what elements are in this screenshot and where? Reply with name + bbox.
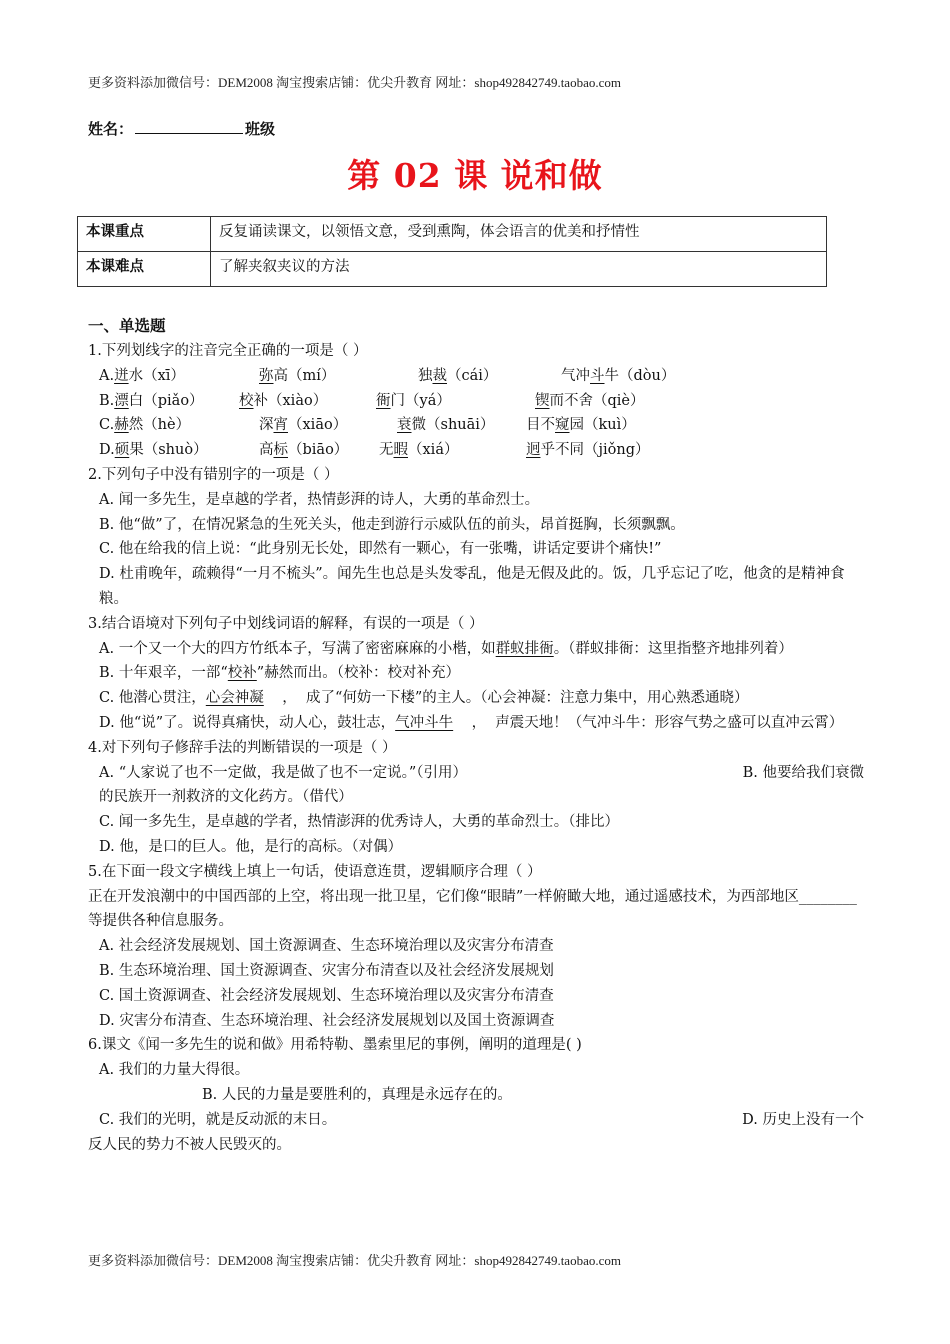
q6-stem: 6.课文《闻一多先生的说和做》用希特勒、墨索里尼的事例，阐明的道理是( ): [88, 1037, 582, 1054]
option-text: A. 一个又一个大的四方竹纸本子，写满了密密麻麻的小楷，如: [99, 640, 496, 657]
option-text: 。（群蚁排衙：这里指整齐地排列着）: [553, 640, 793, 657]
pinyin-text: 园（kuì）: [569, 417, 636, 434]
underlined-char: 赫: [114, 417, 129, 434]
option-text: ， 声震天地！（气冲斗牛：形容气势之盛可以直冲云霄）: [453, 714, 844, 731]
underlined-char: 锲: [535, 392, 550, 409]
q4-option-b-continued: 的民族开一剂救济的文化药方。（借代）: [99, 789, 353, 806]
difficulty-text: 了解夹叙夹议的方法: [211, 252, 827, 287]
q6-option-b: B. 人民的力量是要胜利的，真理是永远存在的。: [202, 1086, 512, 1103]
option-text: ”赫然而出。（校补：校对补充）: [256, 665, 460, 682]
focus-row-key: [78, 217, 827, 252]
lesson-title: 第 02 课 说和做: [347, 156, 603, 195]
option-text: ， 成了“何妨一下楼”的主人。（心会神凝：注意力集中，用心熟悉通晓）: [263, 690, 749, 707]
pinyin-text: 门（yá）: [390, 392, 451, 409]
q1-stem: 1.下列划线字的注音完全正确的一项是（ ）: [88, 343, 368, 359]
plain-char: 气冲: [561, 367, 590, 384]
q6-option-d: D. 历史上没有一个: [742, 1111, 864, 1128]
underlined-char: 迥: [526, 442, 541, 459]
q3-option-c: [88, 686, 864, 711]
pinyin-text: 然（hè）: [128, 417, 191, 434]
q3-stem: 3.结合语境对下列句子中划线词语的解释，有误的一项是（ ）: [88, 615, 484, 632]
pinyin-text: 果（shuò）: [129, 442, 208, 459]
option-text: B. 十年艰辛，一部“: [99, 665, 228, 682]
option-text: C. 他潜心贯注，: [99, 690, 206, 707]
key-label: 本课重点: [78, 217, 211, 252]
underlined-char: 暇: [393, 442, 408, 459]
q4-option-c: C. 闻一多先生，是卓越的学者，热情澎湃的优秀诗人，大勇的革命烈士。（排比）: [99, 814, 620, 831]
underlined-phrase: 校补: [227, 665, 257, 682]
q6-option-d-continued: 反人民的势力不被人民毁灭的。: [88, 1136, 291, 1153]
q2-stem: 2.下列句子中没有错别字的一项是（ ）: [88, 466, 339, 483]
q2-option-d: D. 杜甫晚年，疏赖得“一月不梳头”。闻先生也总是头发零乱，他是无假及此的。饭，几乎忘记了吃，他贪的是精神食粮。: [99, 566, 845, 607]
underlined-char: 校: [239, 392, 254, 409]
plain-char: 深: [259, 417, 274, 434]
underlined-phrase: 心会神凝: [205, 690, 264, 707]
q4-option-a: A. “人家说了也不一定做，我是做了也不一定说。”（引用）: [99, 764, 468, 781]
q2-option-a: A. 闻一多先生，是卓越的学者，热情彭湃的诗人，大勇的革命烈士。: [99, 491, 540, 508]
section-title: 一、单选题: [88, 316, 166, 335]
underlined-char: 衰: [397, 417, 412, 434]
pinyin-text: （xiāo）: [288, 417, 348, 434]
q5-stem: 5.在下面一段文字横线上填上一句话，使语意连贯，逻辑顺序合理（ ）: [88, 863, 542, 880]
pinyin-text: 微（shuāi）: [411, 417, 495, 434]
plain-char: 高: [259, 442, 274, 459]
underlined-char: 斗: [590, 367, 605, 384]
plain-char: 目不: [526, 417, 555, 434]
underlined-char: 硕: [114, 442, 130, 459]
underlined-char: 标: [273, 442, 288, 459]
underlined-char: 宵: [273, 417, 288, 434]
q6-option-c-d: [88, 1108, 864, 1133]
option-letter: D.: [99, 442, 115, 459]
q5-option-b: B. 生态环境治理、国土资源调查、灾害分布清查以及社会经济发展规划: [99, 962, 554, 979]
q3-option-d: [88, 711, 864, 736]
pinyin-text: 乎不同（jiǒng）: [540, 442, 650, 459]
q4-option-a-b: [88, 761, 864, 786]
difficulty-label: 本课难点: [78, 252, 211, 287]
q1-option-a: [88, 364, 864, 389]
pinyin-text: 而不舍（qiè）: [549, 392, 645, 409]
focus-table: [77, 216, 827, 287]
q1-option-b: [88, 389, 864, 414]
q3-option-a: [88, 637, 864, 662]
q1-option-d: [88, 438, 864, 463]
plain-char: 独: [418, 367, 433, 384]
underlined-char: 衙: [376, 392, 391, 409]
pinyin-text: 白（piǎo）: [128, 392, 204, 409]
q5-option-d: D. 灾害分布清查、生态环境治理、社会经济发展规划以及国土资源调查: [99, 1012, 555, 1029]
q6-option-c: C. 我们的光明，就是反动派的末日。: [99, 1111, 337, 1128]
plain-char: 无: [379, 442, 394, 459]
pinyin-text: 高（mí）: [273, 367, 336, 384]
q5-option-a: A. 社会经济发展规划、国土资源调查、生态环境治理以及灾害分布清查: [99, 938, 554, 955]
underlined-phrase: 气冲斗牛: [395, 714, 454, 731]
pinyin-text: 牛（dòu）: [604, 367, 676, 384]
q2-option-c: C. 他在给我的信上说：“此身别无长处，即然有一颗心，有一张嘴，讲话定要讲个痛快!”: [99, 541, 662, 558]
option-text: D. 他“说”了。说得真痛快，动人心，鼓壮志，: [99, 714, 396, 731]
name-blank: [135, 119, 243, 134]
pinyin-text: 补（xiào）: [253, 392, 328, 409]
q4-option-d: D. 他，是口的巨人。他，是行的高标。（对偶）: [99, 838, 403, 855]
underlined-char: 漂: [114, 392, 129, 409]
name-class-line: [88, 118, 275, 139]
q4-option-b: B. 他要给我们衰微: [742, 764, 864, 781]
underlined-phrase: 群蚁排衙: [495, 640, 554, 657]
question-content: [88, 313, 864, 1157]
underlined-char: 迸: [114, 367, 129, 384]
pinyin-text: （xiá）: [408, 442, 459, 459]
q5-option-c: C. 国土资源调查、社会经济发展规划、生态环境治理以及灾害分布清查: [99, 987, 554, 1004]
name-label: 姓名：: [88, 120, 134, 138]
page-header: 更多资料添加微信号：DEM2008 淘宝搜索店铺：优尖升教育 网址：shop492842749.taobao.com: [88, 75, 621, 90]
pinyin-text: 水（xī）: [128, 367, 185, 384]
q4-stem: 4.对下列句子修辞手法的判断错误的一项是（ ）: [88, 739, 397, 756]
q1-option-c: [88, 413, 864, 438]
q6-option-a: A. 我们的力量大得很。: [99, 1062, 250, 1079]
page-footer: 更多资料添加微信号：DEM2008 淘宝搜索店铺：优尖升教育 网址：shop492842749.taobao.com: [88, 1253, 621, 1268]
q3-option-b: [88, 661, 864, 686]
q2-option-b: B. 他“做”了，在情况紧急的生死关头，他走到游行示威队伍的前头，昂首挺胸，长须飘飘。: [99, 516, 685, 533]
option-letter: A.: [99, 367, 115, 384]
underlined-char: 裁: [432, 367, 447, 384]
pinyin-text: （biāo）: [288, 442, 349, 459]
option-letter: B.: [99, 392, 115, 409]
pinyin-text: （cái）: [447, 367, 498, 384]
class-label: 班级: [245, 120, 276, 138]
option-letter: C.: [99, 417, 115, 434]
underlined-char: 弥: [259, 367, 274, 384]
key-text: 反复诵读课文，以领悟文意，受到熏陶，体会语言的优美和抒情性: [211, 217, 827, 252]
underlined-char: 窥: [555, 417, 570, 434]
q5-passage: 正在开发浪潮中的中国西部的上空，将出现一批卫星，它们像“眼睛”一样俯瞰大地，通过遥感技术，为西部地区________等提供各种信息服务。: [88, 888, 857, 930]
focus-row-difficulty: [78, 252, 827, 287]
